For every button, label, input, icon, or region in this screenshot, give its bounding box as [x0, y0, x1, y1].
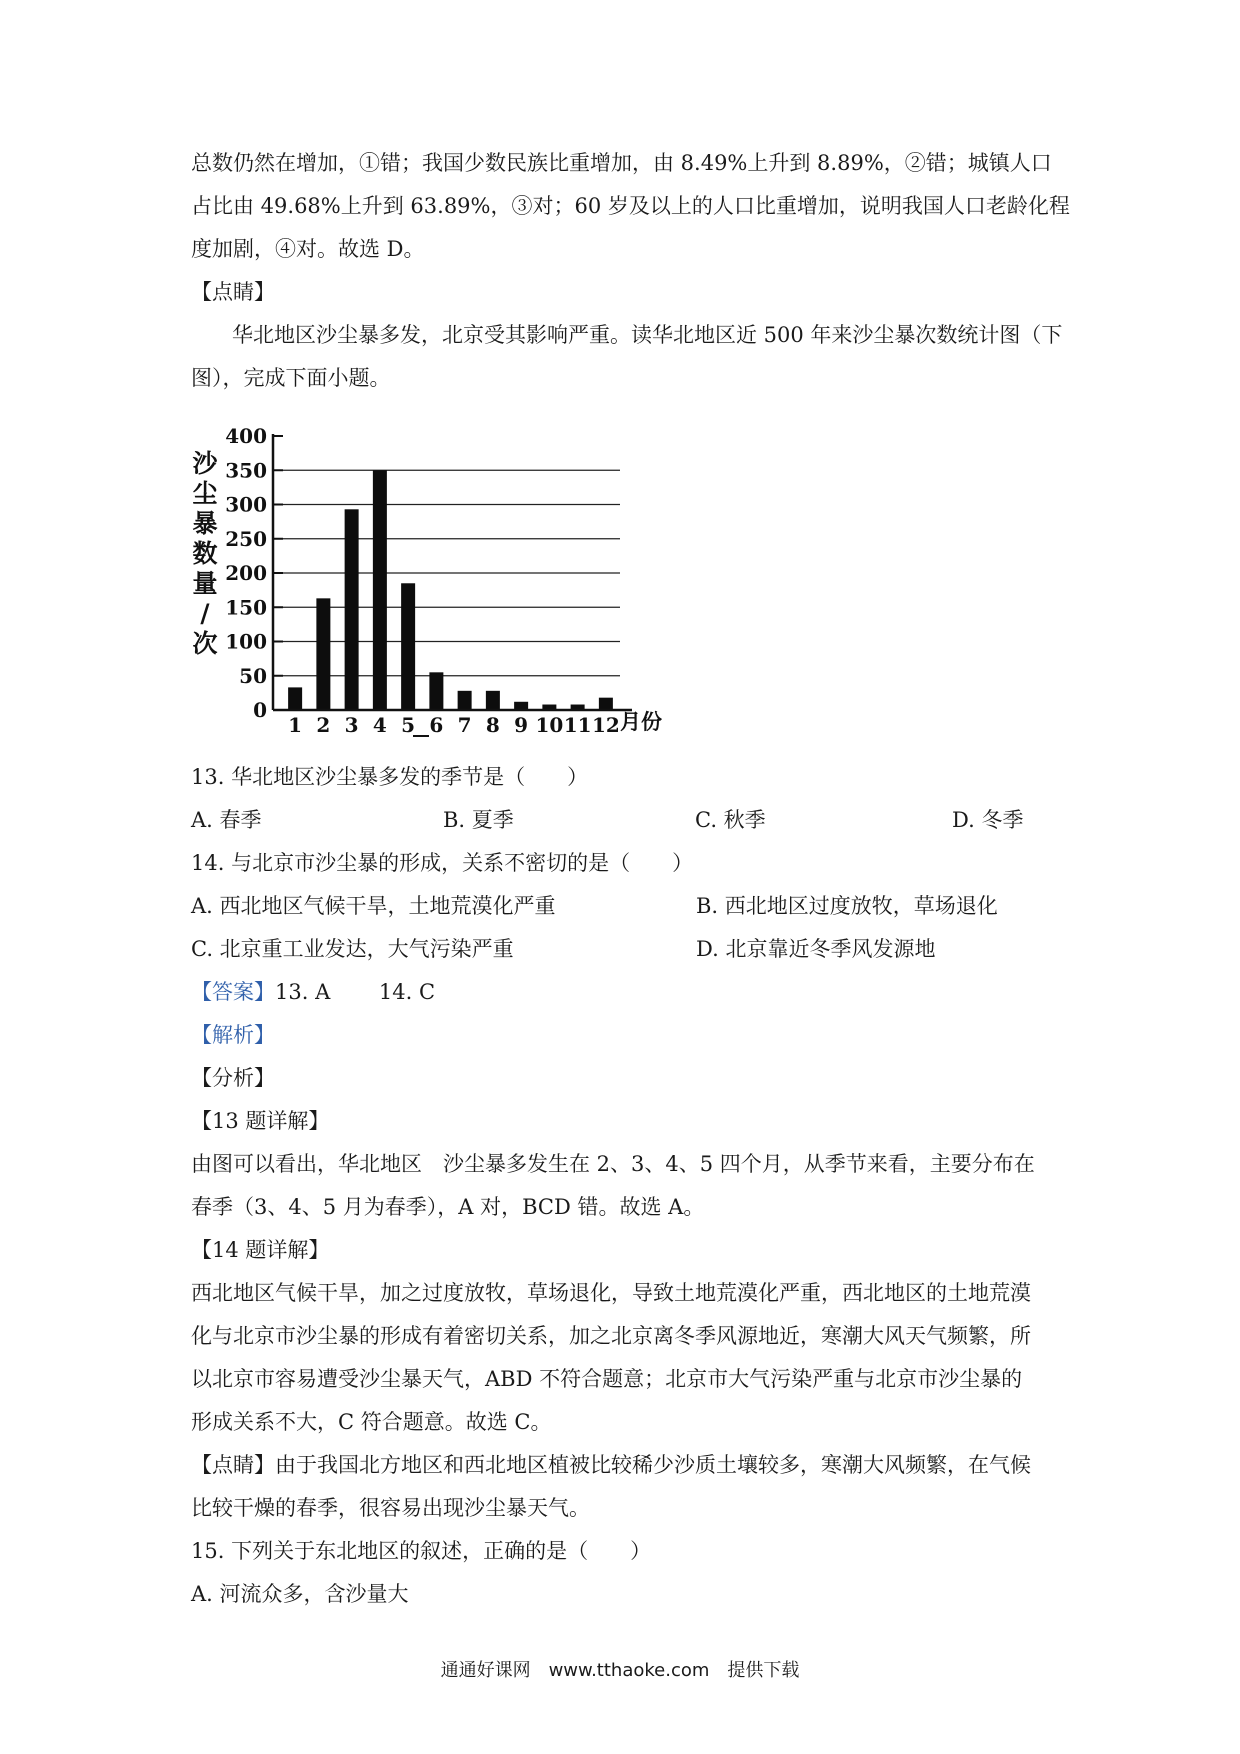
- bar-month-6: [429, 672, 443, 710]
- y-label-char: 暴: [192, 509, 218, 538]
- dianjing-2-line-1: [191, 1450, 1031, 1480]
- bar-month-8: [486, 691, 500, 710]
- q15-stem: 15. 下列关于东北地区的叙述，正确的是（ ）: [191, 1539, 652, 1563]
- answer-text: 13. A 14. C: [275, 980, 436, 1004]
- q14-detail-line-1: 西北地区气候干旱，加之过度放牧，草场退化，导致土地荒漠化严重，西北地区的土地荒漠: [191, 1281, 1031, 1305]
- q13-stem: 13. 华北地区沙尘暴多发的季节是（ ）: [191, 765, 589, 789]
- jiexi-heading: 【解析】: [191, 1023, 275, 1047]
- y-tick-label-100: 100: [225, 629, 267, 654]
- dianjing-2-line-2: 比较干燥的春季，很容易出现沙尘暴天气。: [191, 1496, 590, 1520]
- chart-bars: [288, 470, 613, 710]
- bar-month-5: [401, 583, 415, 710]
- x-tick-label-9: 9: [514, 713, 529, 737]
- q14-option-b: B. 西北地区过度放牧，草场退化: [696, 894, 998, 918]
- x-tick-label-11: 11: [563, 713, 592, 737]
- y-tick-label-250: 250: [225, 526, 267, 551]
- q14-detail-line-4: 形成关系不大，C 符合题意。故选 C。: [191, 1410, 552, 1434]
- q14-detail-line-3: 以北京市容易遭受沙尘暴天气，ABD 不符合题意；北京市大气污染严重与北京市沙尘暴的: [191, 1367, 1023, 1391]
- y-label-char: 次: [192, 629, 218, 658]
- q13-option-d: D. 冬季: [952, 808, 1024, 832]
- y-tick-label-400: 400: [225, 424, 267, 448]
- y-tick-label-150: 150: [225, 595, 267, 620]
- x-tick-label-2: 2: [316, 713, 331, 737]
- q13-detail-heading: 【13 题详解】: [191, 1109, 330, 1133]
- y-label-char: 量: [192, 569, 218, 598]
- x-tick-label-10: 10: [535, 713, 564, 737]
- x-tick-label-5: 5: [401, 713, 416, 737]
- bar-month-7: [458, 691, 472, 710]
- intro-line-2: 占比由 49.68%上升到 63.89%，③对；60 岁及以上的人口比重增加，说明我国人口老龄化程: [191, 194, 1070, 218]
- y-tick-label-0: 0: [253, 698, 267, 722]
- passage-line-2: 图），完成下面小题。: [191, 366, 391, 390]
- bar-month-1: [288, 687, 302, 710]
- q14-option-d: D. 北京靠近冬季风发源地: [696, 937, 936, 961]
- y-tick-label-200: 200: [225, 561, 267, 585]
- chart-x-label: 月份: [620, 709, 662, 734]
- q14-detail-line-2: 化与北京市沙尘暴的形成有着密切关系，加之北京离冬季风源地近，寒潮大风天气频繁，所: [191, 1324, 1031, 1348]
- q13-detail-line-1: 由图可以看出，华北地区 沙尘暴多发生在 2、3、4、5 四个月，从季节来看，主要分布在: [191, 1152, 1035, 1176]
- bar-month-12: [599, 698, 613, 710]
- y-label-char: 数: [192, 539, 218, 568]
- dianjing-2-label: 【点睛】: [191, 1453, 275, 1477]
- x-tick-label-12: 12: [591, 713, 620, 737]
- passage-line-1: 华北地区沙尘暴多发，北京受其影响严重。读华北地区近 500 年来沙尘暴次数统计图（下: [232, 323, 1063, 347]
- y-label-char: 沙: [192, 449, 218, 478]
- answer-label: 【答案】: [191, 980, 275, 1004]
- q13-option-b: B. 夏季: [443, 808, 514, 832]
- q15-option-a: A. 河流众多，含沙量大: [191, 1582, 409, 1606]
- y-label-char: /: [200, 599, 210, 628]
- x-tick-label-7: 7: [457, 713, 472, 737]
- q13-option-c: C. 秋季: [695, 808, 766, 832]
- x-tick-label-3: 3: [344, 713, 359, 737]
- x-tick-label-6: 6: [429, 713, 444, 737]
- q14-detail-heading: 【14 题详解】: [191, 1238, 330, 1262]
- y-label-char: 尘: [192, 479, 218, 508]
- y-tick-label-300: 300: [225, 492, 267, 517]
- x-tick-label-1: 1: [288, 713, 303, 737]
- fenxi-heading: 【分析】: [191, 1066, 275, 1090]
- sandstorm-bar-chart: [185, 420, 705, 740]
- dianjing-2-text: 由于我国北方地区和西北地区植被比较稀少沙质土壤较多，寒潮大风频繁，在气候: [275, 1453, 1031, 1477]
- q13-option-a: A. 春季: [191, 808, 262, 832]
- x-tick-label-8: 8: [485, 713, 500, 737]
- q14-stem: 14. 与北京市沙尘暴的形成，关系不密切的是（ ）: [191, 851, 694, 875]
- chart-y-ticks: [225, 424, 283, 722]
- q13-detail-line-2: 春季（3、4、5 月为春季），A 对，BCD 错。故选 A。: [191, 1195, 705, 1219]
- chart-y-label: [192, 449, 218, 658]
- bar-month-3: [345, 509, 359, 710]
- x-tick-label-4: 4: [372, 713, 387, 737]
- y-tick-label-350: 350: [225, 458, 267, 483]
- chart-x-ticks: [288, 713, 620, 737]
- page-footer: 通通好课网 www.tthaoke.com 提供下载: [440, 1660, 800, 1681]
- bar-month-2: [316, 598, 330, 710]
- y-tick-label-50: 50: [239, 663, 267, 688]
- answer-line: [191, 977, 435, 1007]
- dianjing-heading-1: 【点睛】: [191, 280, 275, 304]
- q14-option-c: C. 北京重工业发达，大气污染严重: [191, 937, 514, 961]
- intro-line-3: 度加剧，④对。故选 D。: [191, 237, 425, 261]
- intro-line-1: 总数仍然在增加，①错；我国少数民族比重增加，由 8.49%上升到 8.89%，②错；城镇人口: [191, 151, 1052, 175]
- q14-option-a: A. 西北地区气候干旱，土地荒漠化严重: [191, 894, 556, 918]
- bar-month-4: [373, 470, 387, 710]
